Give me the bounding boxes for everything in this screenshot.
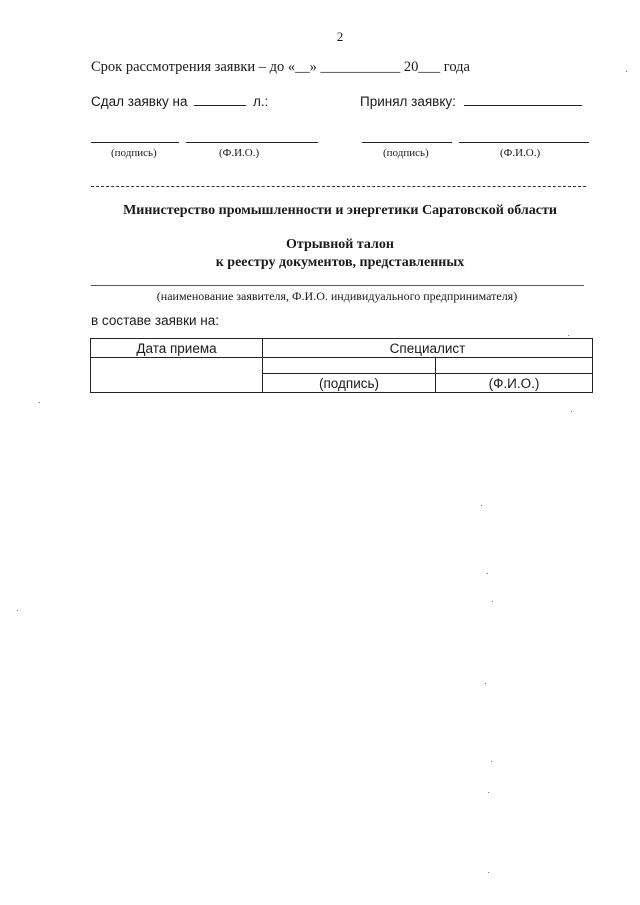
scan-speck bbox=[487, 573, 488, 574]
receipt-table bbox=[90, 338, 593, 393]
scan-speck bbox=[17, 610, 18, 611]
scan-speck bbox=[568, 335, 569, 336]
right-fio-line[interactable] bbox=[459, 128, 589, 143]
left-fio-line[interactable] bbox=[186, 128, 318, 143]
scan-speck bbox=[481, 505, 482, 506]
accepted-label: Принял заявку: bbox=[360, 94, 456, 109]
specialist-header: Специалист bbox=[263, 339, 593, 358]
scan-speck bbox=[488, 872, 489, 873]
fio-subcaption: (Ф.И.О.) bbox=[436, 374, 593, 393]
left-signature-line[interactable] bbox=[91, 128, 179, 143]
sign-subcaption: (подпись) bbox=[263, 374, 436, 393]
applicant-name-line[interactable] bbox=[91, 273, 584, 286]
submitted-pages-blank[interactable] bbox=[194, 93, 246, 106]
ministry-title: Министерство промышленности и энергетики Саратовской области bbox=[123, 203, 557, 218]
accepted-line bbox=[360, 93, 582, 109]
right-sign-caption: (подпись) bbox=[383, 147, 429, 159]
tear-off-line bbox=[91, 186, 586, 187]
coupon-subtitle: к реестру документов, представленных bbox=[215, 255, 465, 270]
date-header: Дата приема bbox=[91, 339, 263, 358]
submitted-label: Сдал заявку на bbox=[91, 94, 188, 109]
scan-speck bbox=[39, 402, 40, 403]
applicant-caption: (наименование заявителя, Ф.И.О. индивидуального предпринимателя) bbox=[156, 289, 518, 303]
left-fio-caption: (Ф.И.О.) bbox=[219, 147, 260, 159]
scan-speck bbox=[492, 601, 493, 602]
page-number: 2 bbox=[336, 29, 344, 44]
composition-label: в составе заявки на: bbox=[91, 313, 219, 328]
specialist-fio-cell[interactable] bbox=[436, 358, 593, 374]
scan-speck bbox=[571, 411, 572, 412]
coupon-title: Отрывной талон bbox=[286, 237, 394, 252]
scan-speck bbox=[491, 761, 492, 762]
review-deadline-line: Срок рассмотрения заявки – до «__» ___________ 20___ года bbox=[91, 59, 470, 75]
right-fio-caption: (Ф.И.О.) bbox=[500, 147, 541, 159]
accepted-blank[interactable] bbox=[464, 93, 582, 106]
scan-speck bbox=[626, 71, 627, 72]
date-value-cell[interactable] bbox=[91, 358, 263, 393]
scan-speck bbox=[488, 792, 489, 793]
right-signature-line[interactable] bbox=[362, 128, 452, 143]
left-sign-caption: (подпись) bbox=[111, 147, 157, 159]
scan-speck bbox=[485, 683, 486, 684]
submitted-line bbox=[91, 93, 268, 109]
specialist-sign-cell[interactable] bbox=[263, 358, 436, 374]
submitted-suffix: л.: bbox=[253, 94, 269, 109]
